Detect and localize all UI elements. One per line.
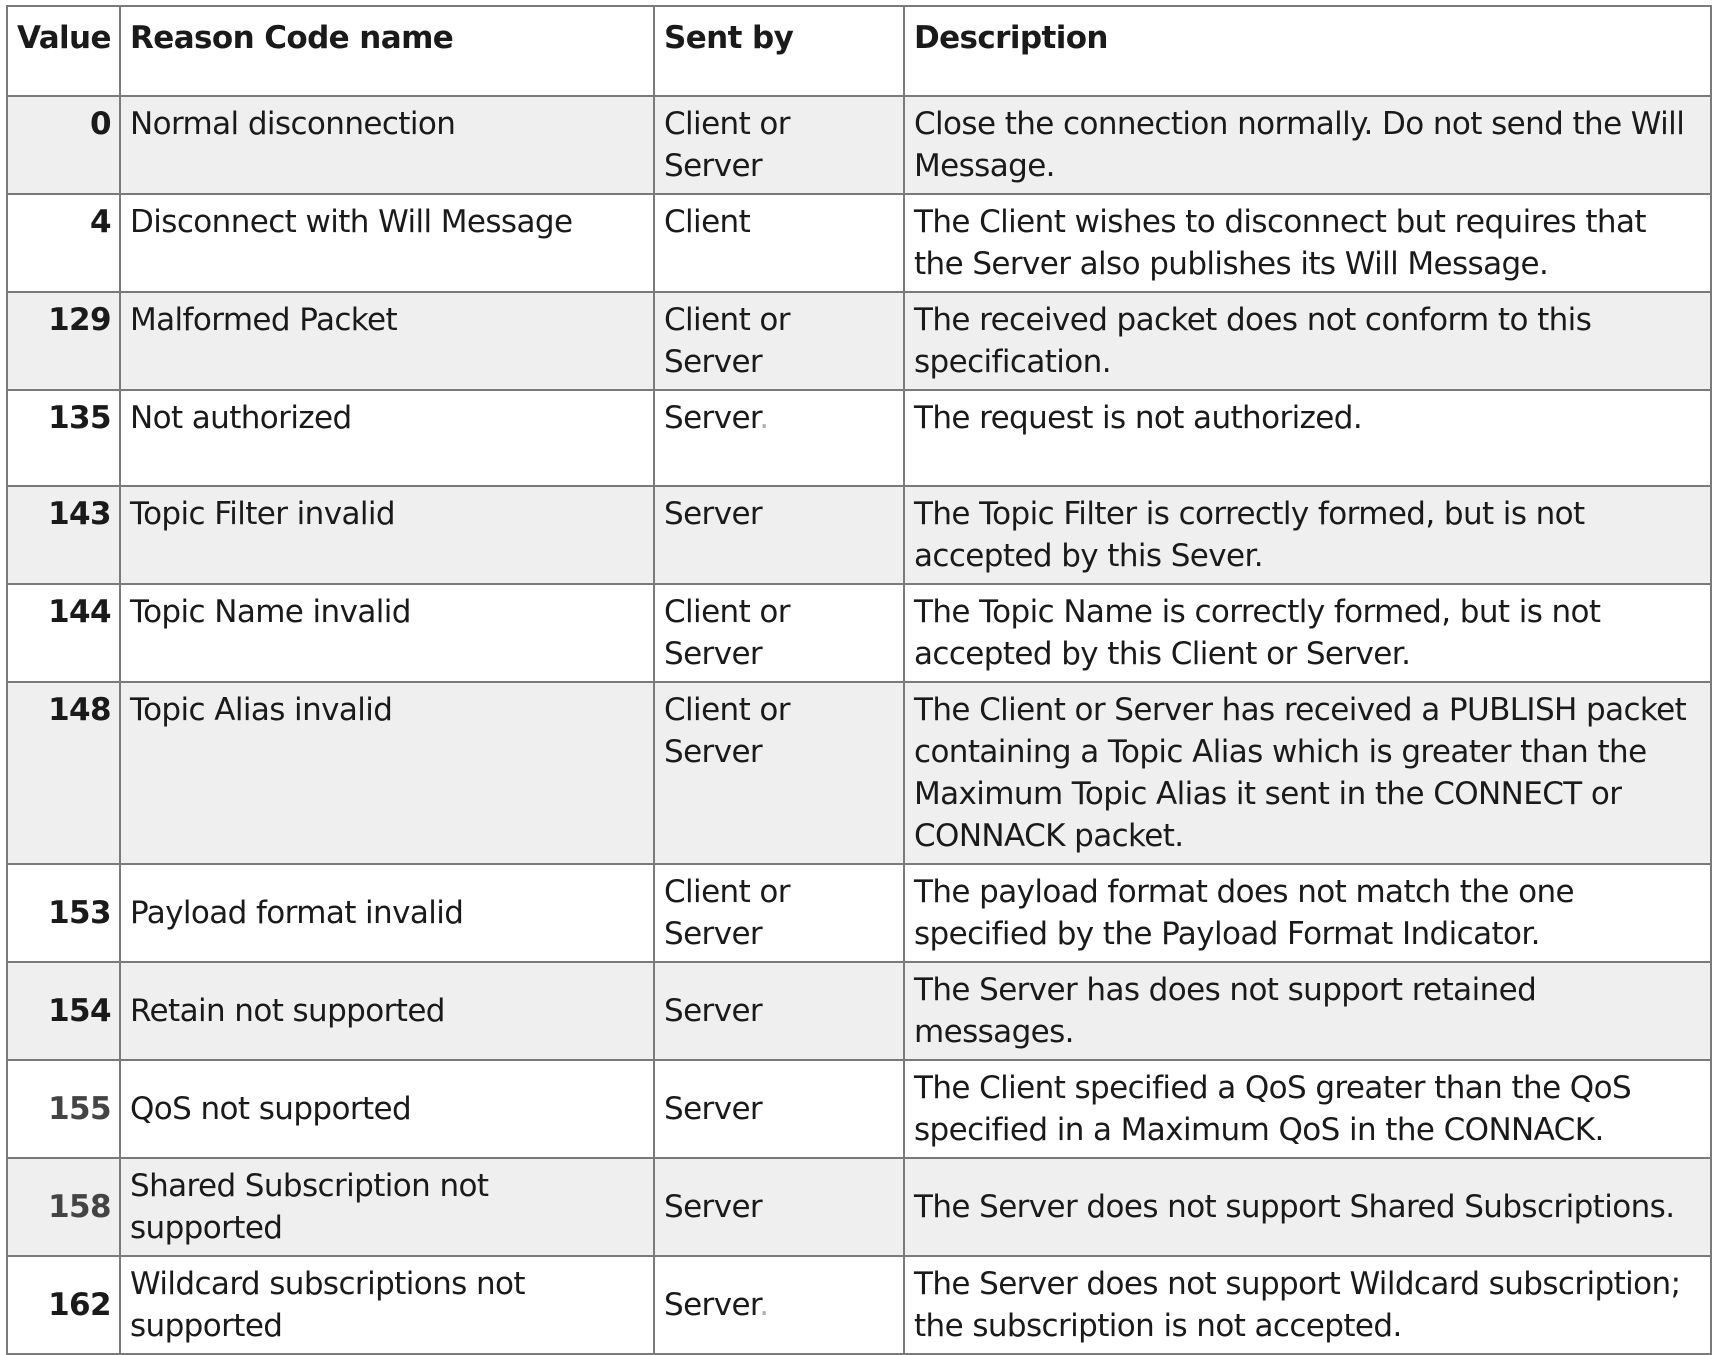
- row-description: The Topic Filter is correctly formed, but is not accepted by this Sever.: [904, 486, 1711, 584]
- header-description: Description: [904, 6, 1711, 96]
- row-reason-code-name: Payload format invalid: [120, 864, 654, 962]
- row-description: The Client specified a QoS greater than the QoS specified in a Maximum QoS in the CONNACK.: [904, 1060, 1711, 1158]
- table-row: [7, 1158, 1711, 1256]
- row-reason-code-name: Topic Filter invalid: [120, 486, 654, 584]
- row-sent-by: Server: [654, 1060, 904, 1158]
- row-value: 143: [7, 486, 120, 584]
- row-reason-code-name: Topic Alias invalid: [120, 682, 654, 864]
- row-sent-by: [654, 390, 904, 486]
- row-description: The request is not authorized.: [904, 390, 1711, 486]
- row-reason-code-name: Wildcard subscriptions not supported: [120, 1256, 654, 1354]
- row-description: Close the connection normally. Do not send the Will Message.: [904, 96, 1711, 194]
- row-description: The Topic Name is correctly formed, but is not accepted by this Client or Server.: [904, 584, 1711, 682]
- row-value: 144: [7, 584, 120, 682]
- table-row: [7, 390, 1711, 486]
- table-row: [7, 682, 1711, 864]
- sent-by-text: Server: [664, 400, 760, 436]
- header-reason-code-name: Reason Code name: [120, 6, 654, 96]
- stray-dot-mark: .: [759, 1287, 769, 1323]
- row-sent-by: Server: [654, 486, 904, 584]
- row-sent-by: Client or Server: [654, 292, 904, 390]
- table-row: [7, 292, 1711, 390]
- row-description: The Server does not support Shared Subscriptions.: [904, 1158, 1711, 1256]
- row-reason-code-name: Retain not supported: [120, 962, 654, 1060]
- row-sent-by: Server: [654, 1158, 904, 1256]
- row-sent-by: Client: [654, 194, 904, 292]
- row-sent-by: Server: [654, 962, 904, 1060]
- table-row: [7, 962, 1711, 1060]
- row-value: 0: [7, 96, 120, 194]
- row-value: 154: [7, 962, 120, 1060]
- row-description: The Server has does not support retained messages.: [904, 962, 1711, 1060]
- row-reason-code-name: QoS not supported: [120, 1060, 654, 1158]
- stray-dot-mark: .: [759, 400, 769, 436]
- table-row: [7, 1256, 1711, 1354]
- row-reason-code-name: Shared Subscription not supported: [120, 1158, 654, 1256]
- row-sent-by: [654, 1256, 904, 1354]
- row-value: 162: [7, 1256, 120, 1354]
- row-value: 153: [7, 864, 120, 962]
- sent-by-text: Server: [664, 1287, 760, 1323]
- row-description: The Client or Server has received a PUBLISH packet containing a Topic Alias which is greater than the Maximum Topic Alias it sent in the CONNECT or CONNACK packet.: [904, 682, 1711, 864]
- row-value: 158: [7, 1158, 120, 1256]
- row-description: The payload format does not match the one specified by the Payload Format Indicator.: [904, 864, 1711, 962]
- row-sent-by: Client or Server: [654, 584, 904, 682]
- row-sent-by: Client or Server: [654, 682, 904, 864]
- row-value: 135: [7, 390, 120, 486]
- row-reason-code-name: Malformed Packet: [120, 292, 654, 390]
- table-row: [7, 864, 1711, 962]
- header-sent-by: Sent by: [654, 6, 904, 96]
- row-value: 129: [7, 292, 120, 390]
- table-header-row: [7, 6, 1711, 96]
- row-reason-code-name: Not authorized: [120, 390, 654, 486]
- row-value: 155: [7, 1060, 120, 1158]
- row-value: 148: [7, 682, 120, 864]
- row-sent-by: Client or Server: [654, 96, 904, 194]
- table-row: [7, 486, 1711, 584]
- reason-code-table: [6, 5, 1712, 1355]
- table-row: [7, 1060, 1711, 1158]
- row-description: The Client wishes to disconnect but requires that the Server also publishes its Will Message.: [904, 194, 1711, 292]
- row-reason-code-name: Normal disconnection: [120, 96, 654, 194]
- row-description: The received packet does not conform to this specification.: [904, 292, 1711, 390]
- header-value: Value: [7, 6, 120, 96]
- row-value: 4: [7, 194, 120, 292]
- table-row: [7, 96, 1711, 194]
- row-reason-code-name: Disconnect with Will Message: [120, 194, 654, 292]
- table-row: [7, 194, 1711, 292]
- row-reason-code-name: Topic Name invalid: [120, 584, 654, 682]
- table-row: [7, 584, 1711, 682]
- row-sent-by: Client or Server: [654, 864, 904, 962]
- row-description: The Server does not support Wildcard subscription; the subscription is not accepted.: [904, 1256, 1711, 1354]
